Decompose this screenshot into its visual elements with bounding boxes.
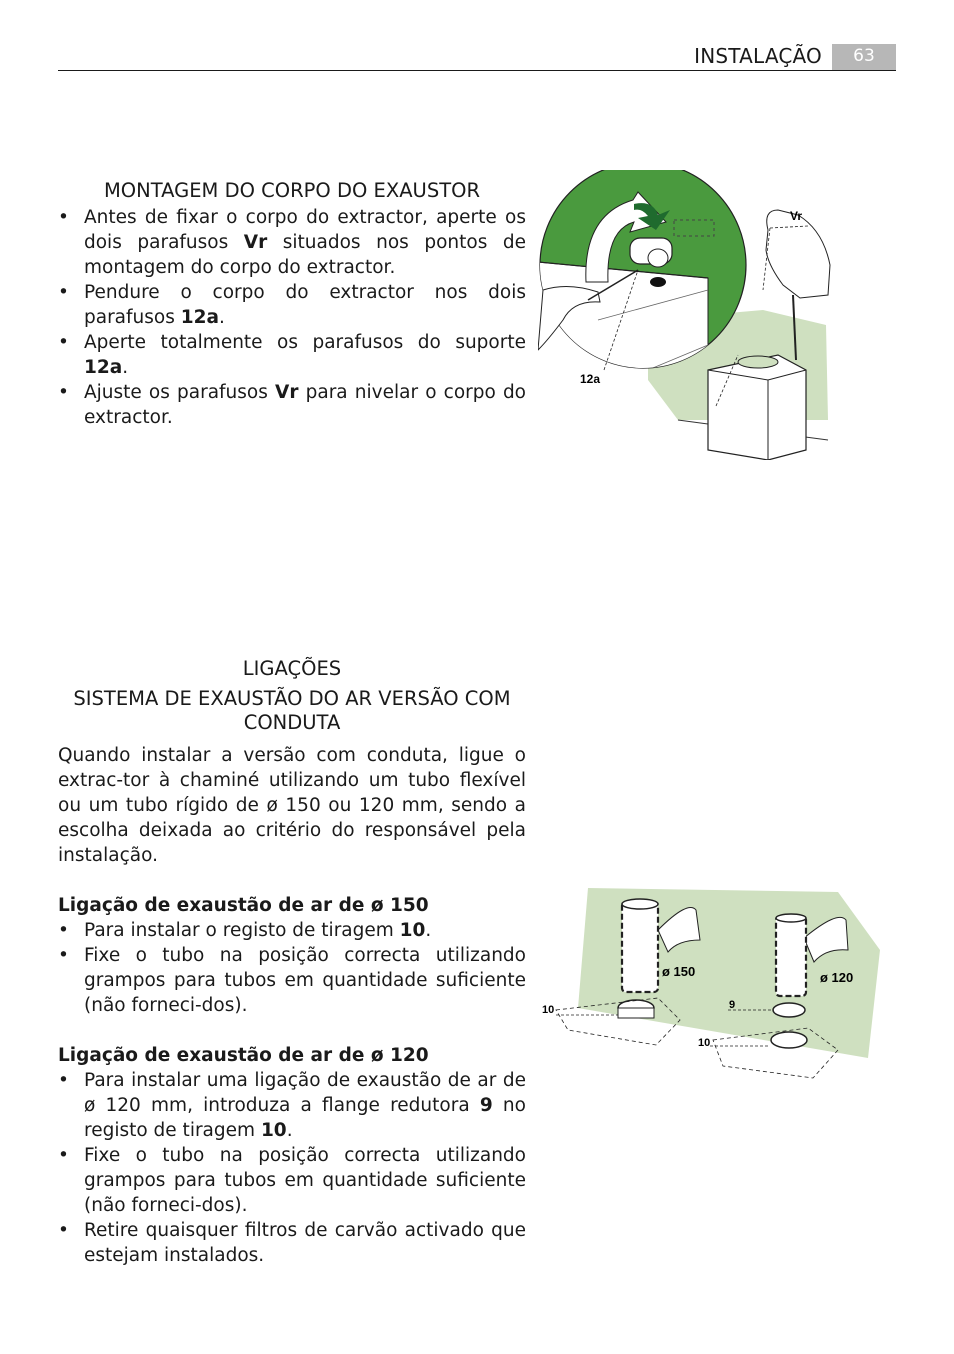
mounting-section [58, 179, 526, 430]
label-d150: ø 150 [662, 964, 696, 979]
list-item: • Para instalar uma ligação de exaustão de ar de ø 120 mm, introduza a flange redutora 9 no registo de tiragem 10. [58, 1068, 526, 1143]
list-item: • Retire quaisquer filtros de carvão activado que estejam instalados. [58, 1218, 526, 1268]
label-vr: Vr [790, 209, 803, 223]
sub120-heading: Ligação de exaustão de ar de ø 120 [58, 1045, 429, 1066]
label-10-right: 10 [698, 1037, 711, 1049]
header-rule [58, 70, 896, 71]
label-d120: ø 120 [820, 970, 854, 985]
sub150-list [58, 918, 526, 1018]
section-label: INSTALAÇÃO [694, 44, 822, 68]
connections-title: LIGAÇÕES [242, 657, 342, 680]
connections-intro: Quando instalar a versão com conduta, ligue o extrac-tor à chaminé utilizando um tubo flexível ou um tubo rígido de ø 150 ou 120 mm, sendo a escolha deixada ao critério do responsável pela instalação. [58, 745, 526, 866]
mounting-list [58, 205, 526, 430]
label-12a: 12a [580, 372, 601, 386]
list-item: • Para instalar o registo de tiragem 10. [58, 918, 526, 943]
list-item: • Fixe o tubo na posição correcta utilizando grampos para tubos em quantidade suficiente (não forneci-dos). [58, 943, 526, 1018]
ducting-figure [538, 880, 888, 1085]
list-item: • Ajuste os parafusos Vr para nivelar o corpo do extractor. [58, 380, 526, 430]
sub150-heading: Ligação de exaustão de ar de ø 150 [58, 895, 429, 916]
list-item: • Fixe o tubo na posição correcta utilizando grampos para tubos em quantidade suficiente (não forneci-dos). [58, 1143, 526, 1218]
label-9: 9 [729, 999, 736, 1011]
mounting-figure [538, 170, 838, 460]
sub120-list [58, 1068, 526, 1268]
mounting-title: MONTAGEM DO CORPO DO EXAUSTOR [103, 179, 481, 202]
connections-subtitle: SISTEMA DE EXAUSTÃO DO AR VERSÃO COM CONDUTA [73, 687, 511, 734]
list-item: • Pendure o corpo do extractor nos dois parafusos 12a. [58, 280, 526, 330]
label-10-left: 10 [542, 1004, 555, 1016]
connections-section [58, 657, 526, 1268]
list-item: • Antes de fixar o corpo do extractor, aperte os dois parafusos Vr situados nos pontos de montagem do corpo do extractor. [58, 205, 526, 280]
page-number: 63 [832, 44, 896, 70]
list-item: • Aperte totalmente os parafusos do suporte 12a. [58, 330, 526, 380]
